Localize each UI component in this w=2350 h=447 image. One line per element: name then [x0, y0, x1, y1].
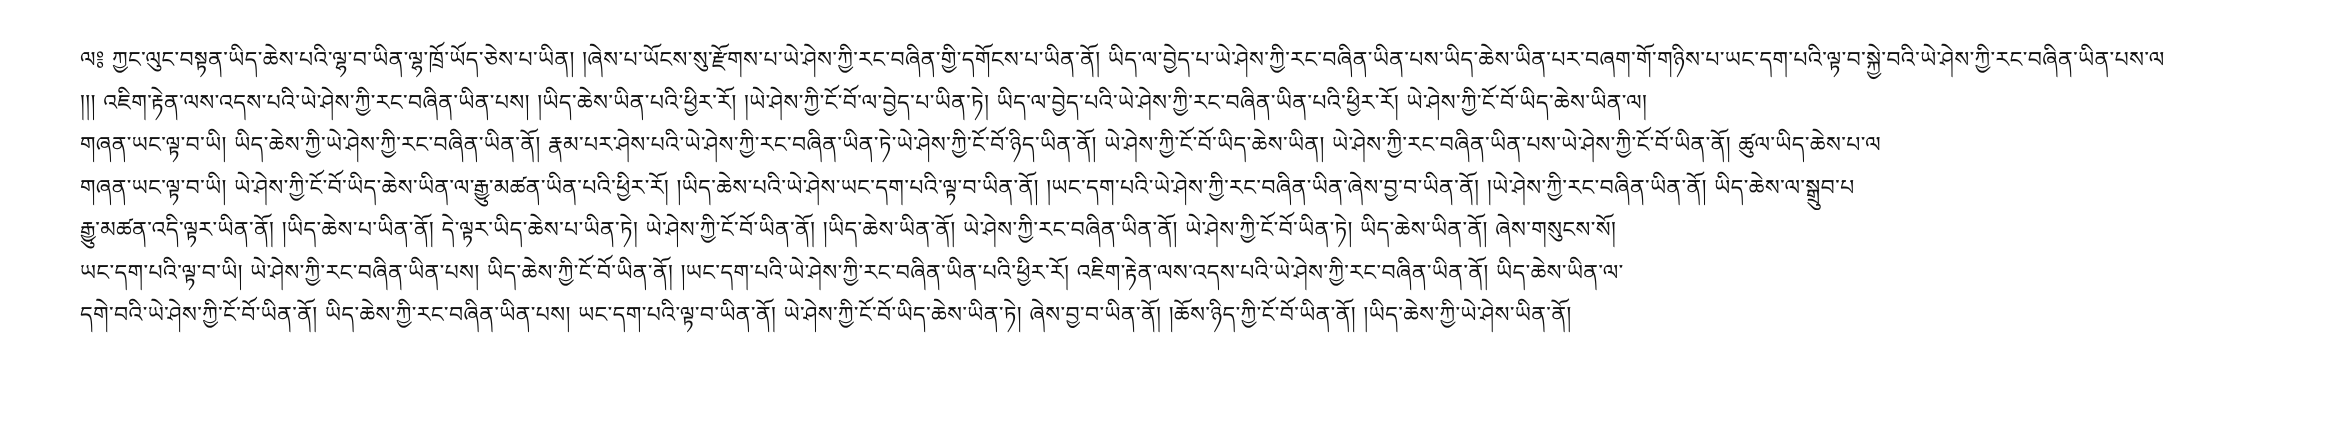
text-line-6: ཡང་དག་པའི་ལྟ་བ་ཡི། ཡེ་ཤེས་ཀྱི་རང་བཞིན་ཡིན་པས། ཡིད་ཆེས་ཀྱི་ངོ་བོ་ཡིན་ནོ། །ཡང་དག་པའི་ཡེ་ཤེས་ཀྱི་རང་བཞིན་ཡིན་པའི་ཕྱིར་རོ། འཇིག་རྟེན་ལས་འདས་པའི་ཡེ་ཤེས་ཀྱི་རང་བཞིན་ཡིན་ནོ། ཡིད་ཆེས་ཡིན་ལ་	[80, 260, 1624, 286]
text-line-1: ལ༔ ཀྱང་ལུང་བསྟན་ཡིད་ཆེས་པའི་ལྷ་བ་ཡིན་ལྷ་ཁྲོ་ཡོད་ཅེས་པ་ཡིན། །ཞེས་པ་ཡོངས་སུ་རྫོགས་པ་ཡེ་ཤེས་ཀྱི་རང་བཞིན་གྱི་དགོངས་པ་ཡིན་ནོ། ཡིད་ལ་བྱེད་པ་ཡེ་ཤེས་ཀྱི་རང་བཞིན་ཡིན་པས་ཡིད་ཆེས་ཡིན་པར་བཞག་གོ་གཉིས་པ་ཡང་དག་པའི་ལྟ་བ་སྐྱེ་བའི་ཡེ་ཤེས་ཀྱི་རང་བཞིན་ཡིན་པས་ལ	[80, 48, 2165, 73]
text-line-5: རྒྱུ་མཚན་འདི་ལྟར་ཡིན་ནོ། །ཡིད་ཆེས་པ་ཡིན་ནོ། དེ་ལྟར་ཡིད་ཆེས་པ་ཡིན་ཏེ། ཡེ་ཤེས་ཀྱི་ངོ་བོ་ཡིན་ནོ། །ཡིད་ཆེས་ཡིན་ནོ། ཡེ་ཤེས་ཀྱི་རང་བཞིན་ཡིན་ནོ། ཡེ་ཤེས་ཀྱི་ངོ་བོ་ཡིན་ཏེ། ཡིད་ཆེས་ཡིན་ནོ། ཞེས་གསུངས་སོ།	[80, 218, 1617, 243]
text-line-3: གཞན་ཡང་ལྟ་བ་ཡི། ཡིད་ཆེས་ཀྱི་ཡེ་ཤེས་ཀྱི་རང་བཞིན་ཡིན་ནོ། རྣམ་པར་ཤེས་པའི་ཡེ་ཤེས་ཀྱི་རང་བཞིན་ཡིན་ཏེ་ཡེ་ཤེས་ཀྱི་ངོ་བོ་ཉིད་ཡིན་ནོ། ཡེ་ཤེས་ཀྱི་ངོ་བོ་ཡིད་ཆེས་ཡིན། ཡེ་ཤེས་ཀྱི་རང་བཞིན་ཡིན་པས་ཡེ་ཤེས་ཀྱི་ངོ་བོ་ཡིན་ནོ། ཚུལ་ཡིད་ཆེས་པ་ལ	[80, 133, 1882, 158]
text-line-2: །།། འཇིག་རྟེན་ལས་འདས་པའི་ཡེ་ཤེས་ཀྱི་རང་བཞིན་ཡིན་པས། །ཡིད་ཆེས་ཡིན་པའི་ཕྱིར་རོ། །ཡེ་ཤེས་ཀྱི་ངོ་བོ་ལ་བྱེད་པ་ཡིན་ཏེ། ཡིད་ལ་བྱེད་པའི་ཡེ་ཤེས་ཀྱི་རང་བཞིན་ཡིན་པའི་ཕྱིར་རོ། ཡེ་ཤེས་ཀྱི་ངོ་བོ་ཡིད་ཆེས་ཡིན་ལ།	[80, 90, 1648, 116]
text-line-7: དགེ་བའི་ཡེ་ཤེས་ཀྱི་ངོ་བོ་ཡིན་ནོ། ཡིད་ཆེས་ཀྱི་རང་བཞིན་ཡིན་པས། ཡང་དག་པའི་ལྟ་བ་ཡིན་ནོ། ཡེ་ཤེས་ཀྱི་ངོ་བོ་ཡིད་ཆེས་ཡིན་ཏེ། ཞེས་བྱ་བ་ཡིན་ནོ། །ཆོས་ཉིད་ཀྱི་ངོ་བོ་ཡིན་ནོ། །ཡིད་ཆེས་ཀྱི་ཡེ་ཤེས་ཡིན་ནོ།	[80, 303, 1572, 328]
text-line-4: གཞན་ཡང་ལྟ་བ་ཡི། ཡེ་ཤེས་ཀྱི་ངོ་བོ་ཡིད་ཆེས་ཡིན་ལ་རྒྱུ་མཚན་ཡིན་པའི་ཕྱིར་རོ། །ཡིད་ཆེས་པའི་ཡེ་ཤེས་ཡང་དག་པའི་ལྟ་བ་ཡིན་ནོ། །ཡང་དག་པའི་ཡེ་ཤེས་ཀྱི་རང་བཞིན་ཡིན་ཞེས་བྱ་བ་ཡིན་ནོ། །ཡེ་ཤེས་ཀྱི་རང་བཞིན་ཡིན་ནོ། ཡིད་ཆེས་ལ་སྒྲུབ་པ	[80, 175, 1855, 201]
tibetan-text-block	[80, 40, 2270, 338]
